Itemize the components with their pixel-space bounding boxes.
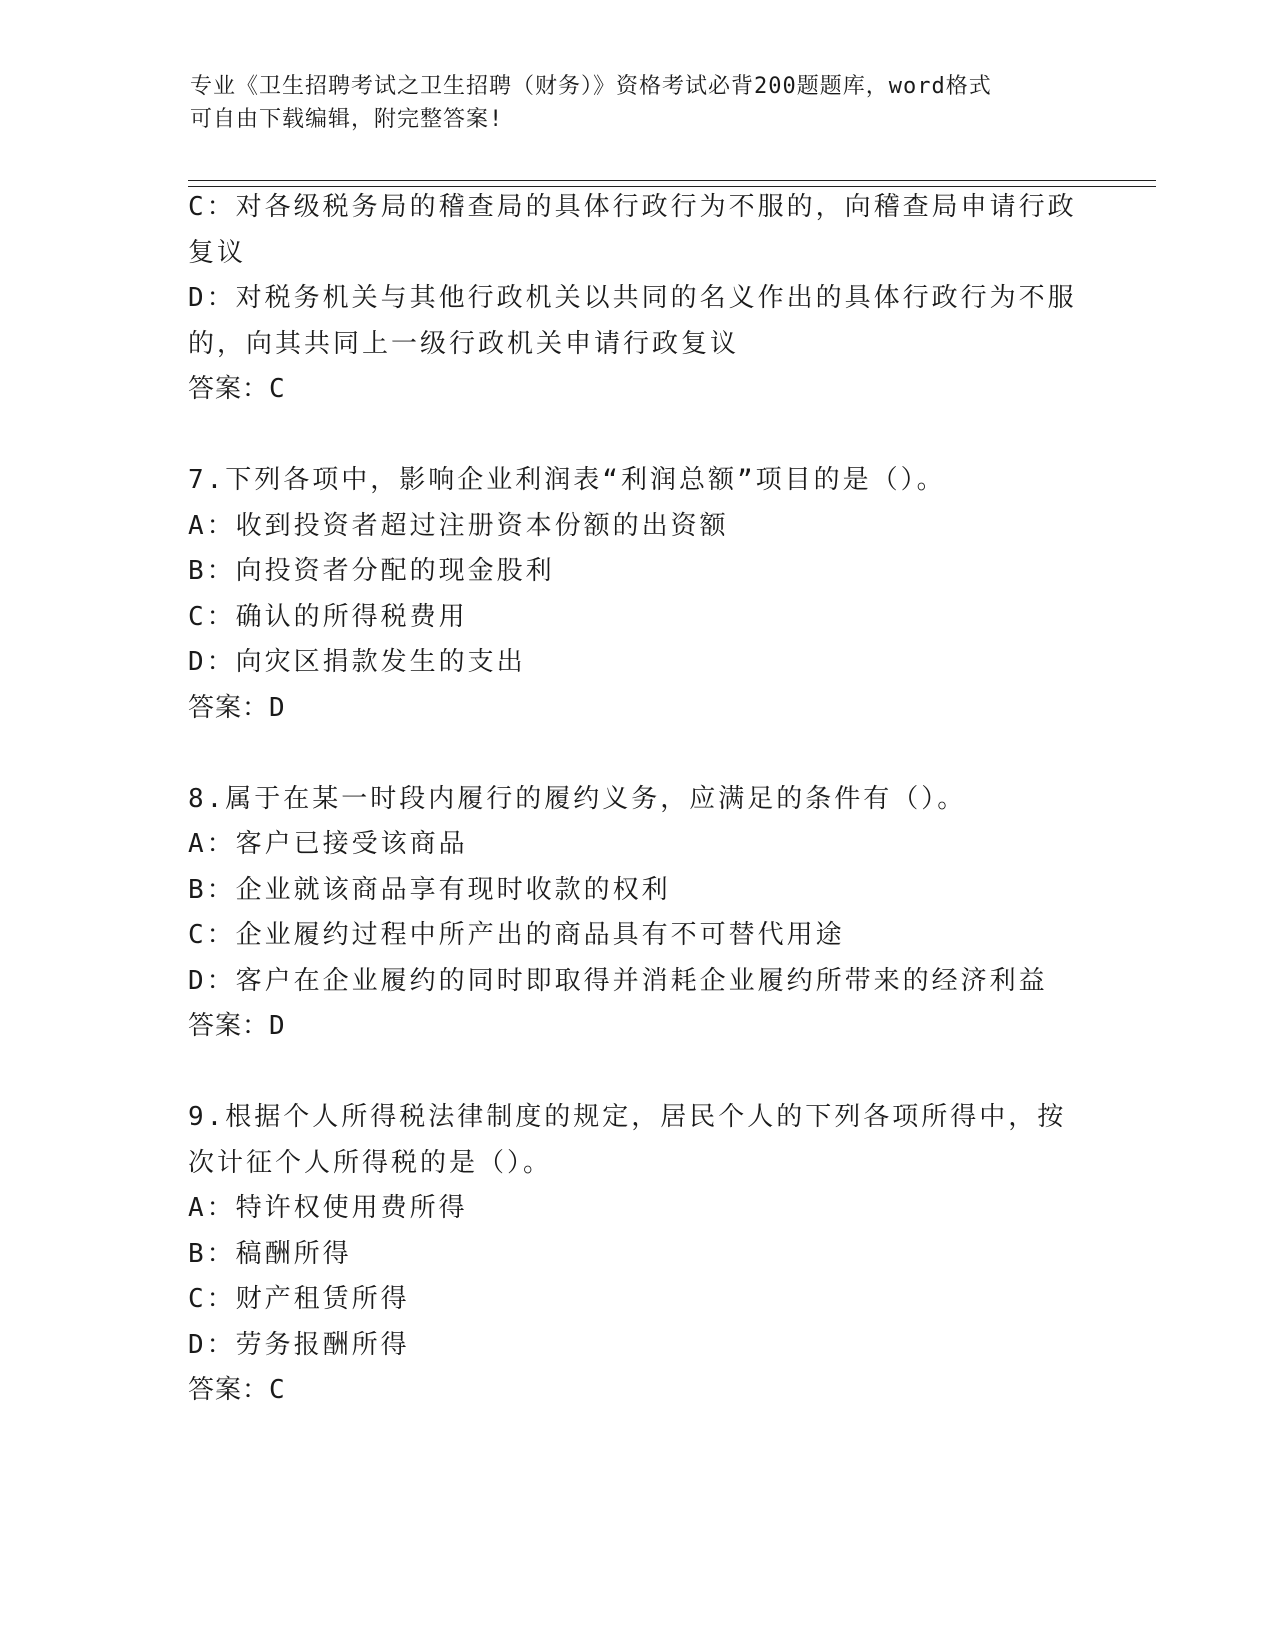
question-8 [188,777,1098,1050]
option-c: C：企业履约过程中所产出的商品具有不可替代用途 [188,920,845,950]
answer: 答案：C [188,374,286,404]
option-c: C：财产租赁所得 [188,1284,410,1314]
option-c-line-2: 复议 [188,237,247,268]
option-b: B：稿酬所得 [188,1238,352,1269]
option-a: A：客户已接受该商品 [188,829,468,859]
spacer [188,1050,1098,1096]
page-header [190,70,1090,136]
question-stem-line-1: 9.根据个人所得税法律制度的规定，居民个人的下列各项所得中，按 [188,1102,1067,1132]
answer: 答案：C [188,1375,286,1405]
header-line-2: 可自由下载编辑，附完整答案! [190,107,504,132]
option-a: A：收到投资者超过注册资本份额的出资额 [188,510,729,541]
question-9 [188,1095,1098,1414]
header-line-1: 专业《卫生招聘考试之卫生招聘（财务）》资格考试必背200题题库，word格式 [190,74,992,99]
option-d: D：客户在企业履约的同时即取得并消耗企业履约所带来的经济利益 [188,965,1048,996]
spacer [188,731,1098,777]
answer: 答案：D [188,1011,286,1041]
option-b: B：向投资者分配的现金股利 [188,556,555,586]
option-d: D：向灾区捐款发生的支出 [188,647,526,677]
question-6-continued [188,185,1098,413]
question-stem-line-2: 次计征个人所得税的是（）。 [188,1147,553,1178]
option-d: D：劳务报酬所得 [188,1329,410,1360]
option-d-line-1: D：对税务机关与其他行政机关以共同的名义作出的具体行政行为不服 [188,283,1077,313]
option-c: C：确认的所得税费用 [188,601,468,632]
option-a: A：特许权使用费所得 [188,1193,468,1223]
question-stem: 8.属于在某一时段内履行的履约义务，应满足的条件有（）。 [188,783,967,814]
option-d-line-2: 的，向其共同上一级行政机关申请行政复议 [188,328,740,359]
option-c-line-1: C：对各级税务局的稽查局的具体行政行为不服的，向稽查局申请行政 [188,192,1077,222]
question-7 [188,458,1098,731]
question-list [188,185,1098,1414]
answer: 答案：D [188,692,286,723]
option-b: B：企业就该商品享有现时收款的权利 [188,874,671,905]
spacer [188,413,1098,459]
question-stem: 7.下列各项中，影响企业利润表“利润总额”项目的是（）。 [188,465,946,495]
